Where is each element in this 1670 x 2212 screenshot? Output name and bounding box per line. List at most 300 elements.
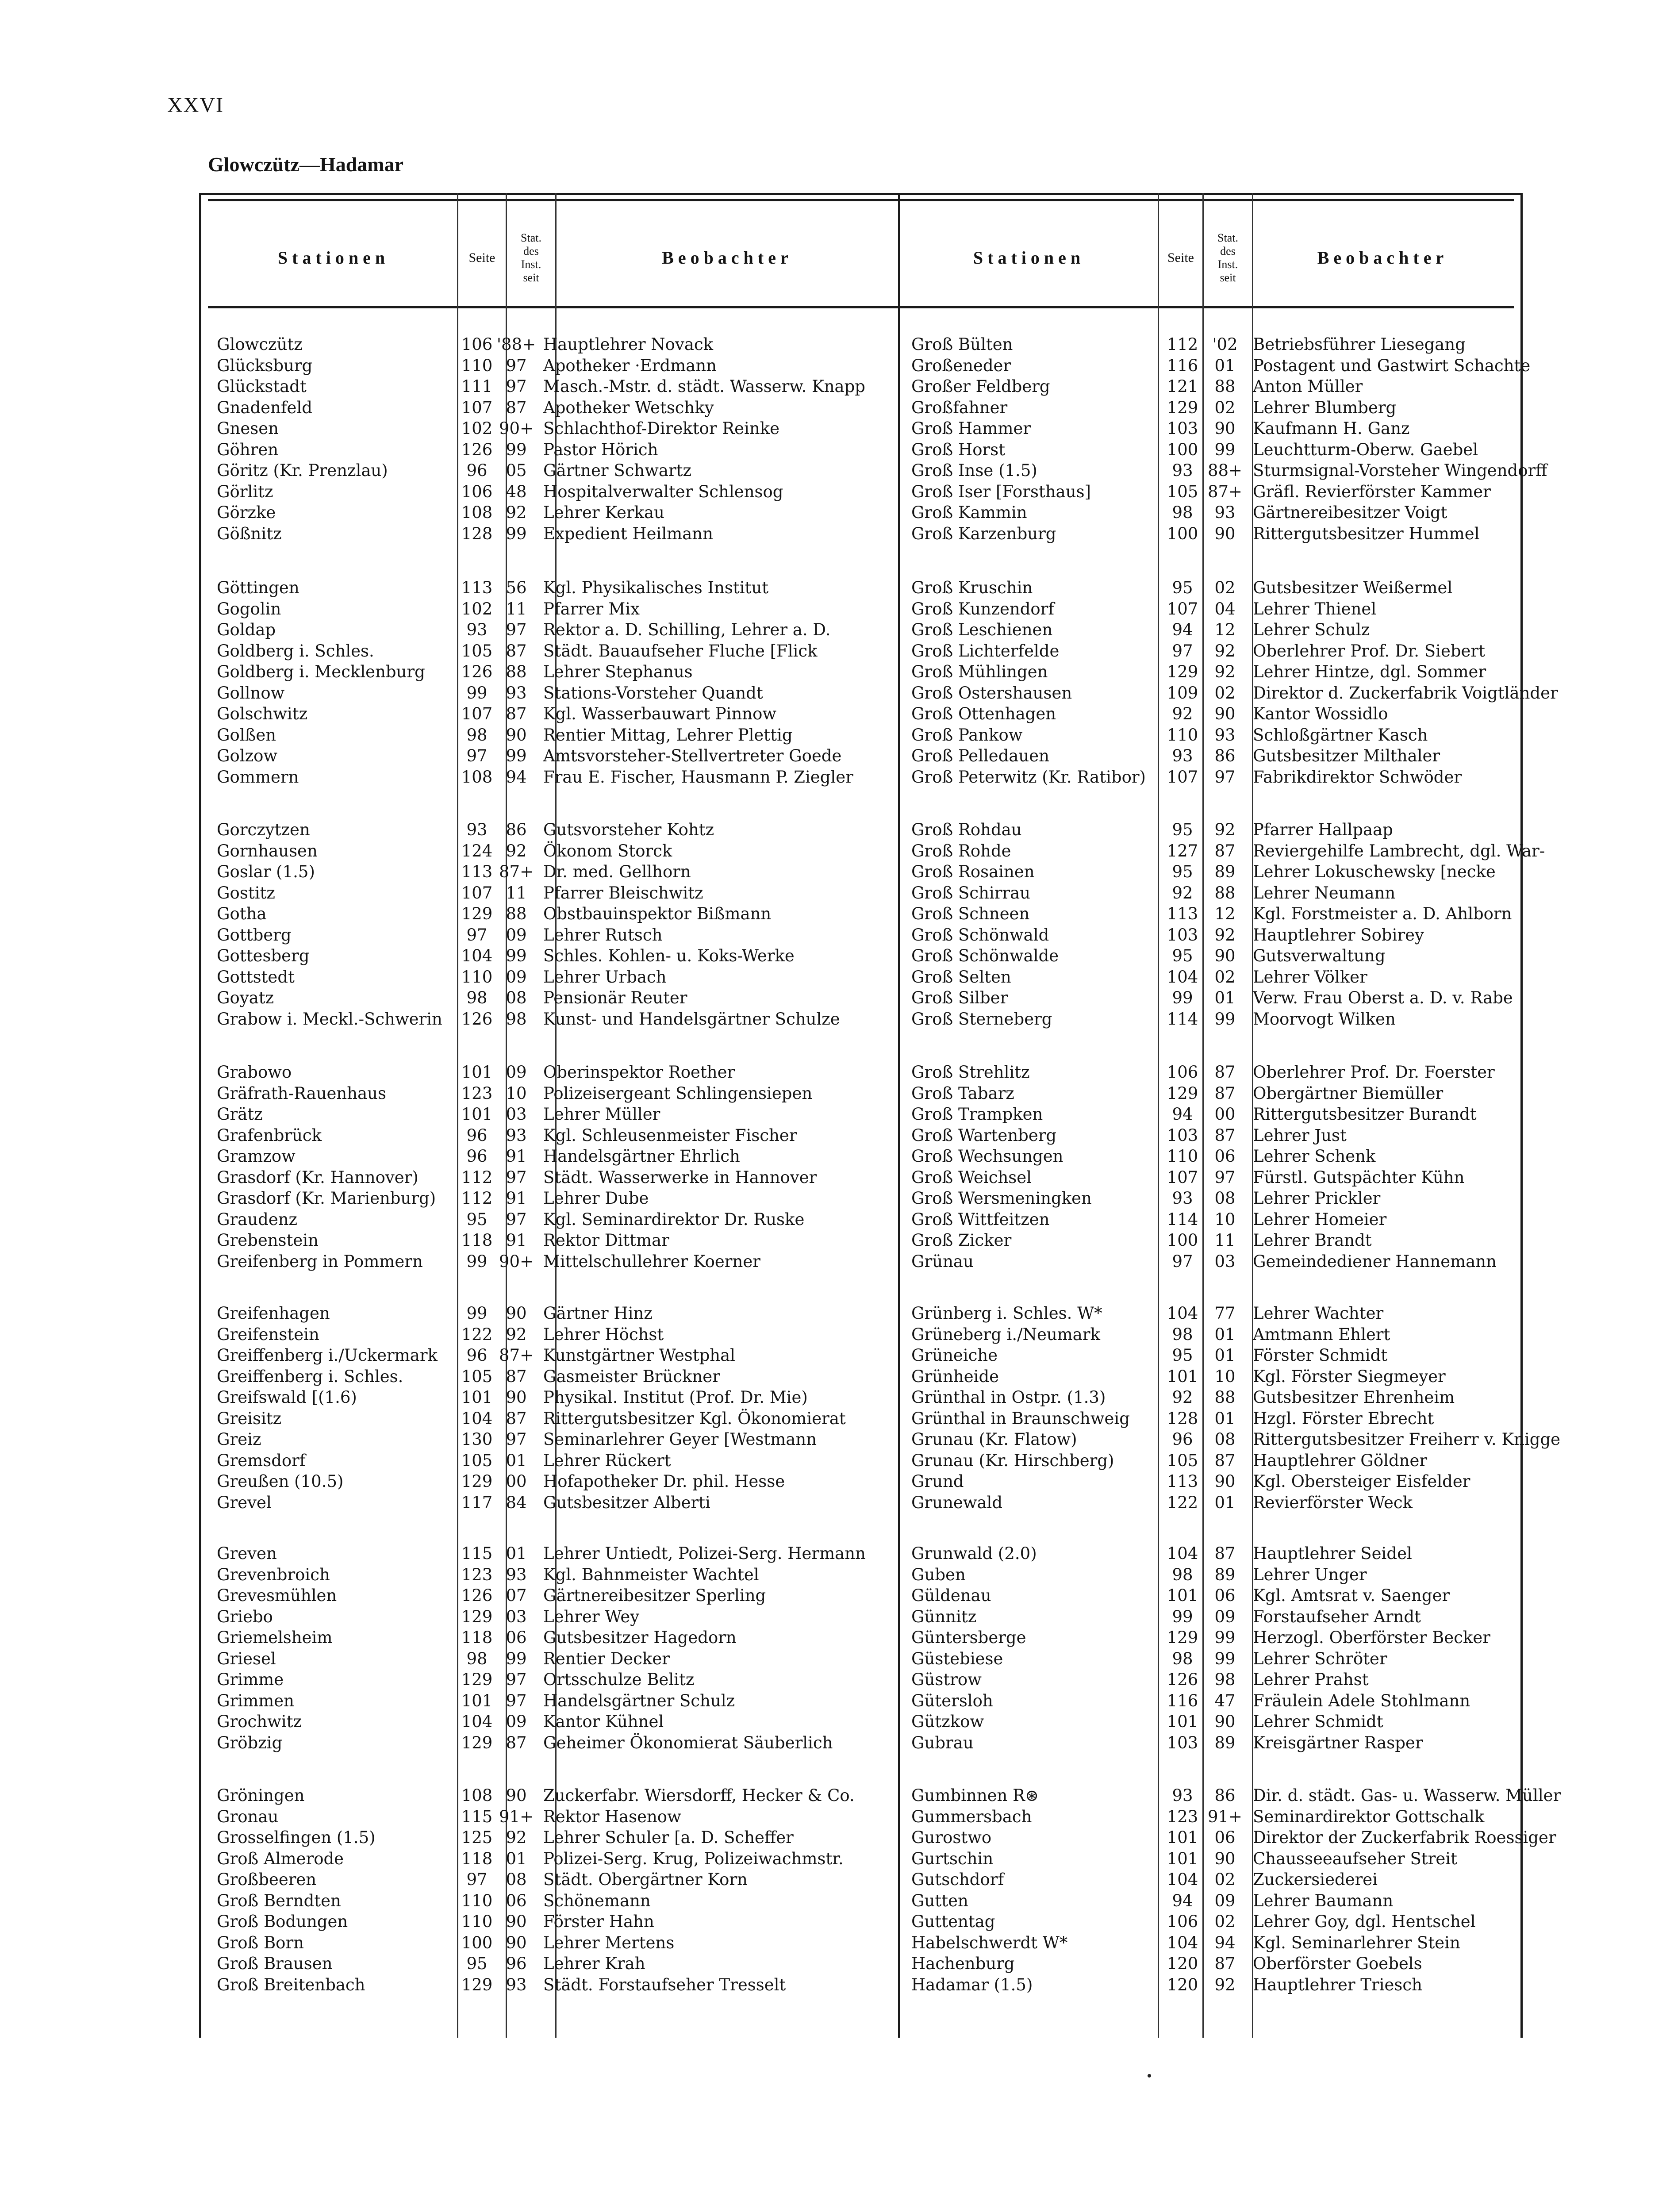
stat-right: 90 [1214, 419, 1236, 438]
table-row [212, 1492, 1513, 1513]
stat-left: 99 [506, 524, 527, 543]
stat-right: 09 [1214, 1891, 1236, 1910]
table-row [212, 1366, 1513, 1387]
stat-right: 92 [1214, 1975, 1236, 1994]
beobachter-left: Amtsvorsteher-Stellvertreter Goede [543, 746, 842, 765]
beobachter-right: Reviergehilfe Lambrecht, dgl. War- [1253, 841, 1545, 860]
seite-right: 107 [1167, 599, 1198, 618]
header-stat-left: Stat. des Inst. seit [521, 231, 541, 284]
stat-right: 01 [1214, 1325, 1236, 1344]
seite-right: 107 [1167, 767, 1198, 787]
beobachter-right: Lehrer Baumann [1253, 1891, 1394, 1910]
seite-left: 98 [466, 1649, 488, 1668]
seite-left: 123 [461, 1083, 493, 1103]
seite-right: 103 [1167, 925, 1198, 945]
station-left: Gottstedt [217, 967, 295, 987]
station-right: Grund [911, 1472, 964, 1491]
beobachter-right: Gutsbesitzer Weißermel [1253, 578, 1453, 597]
station-right: Groß Mühlingen [911, 662, 1048, 681]
table-row [212, 1890, 1513, 1912]
seite-right: 94 [1172, 1105, 1193, 1124]
seite-right: 101 [1167, 1712, 1198, 1731]
stat-left: 06 [506, 1891, 527, 1910]
stat-left: 99 [506, 1649, 527, 1668]
seite-left: 101 [461, 1063, 493, 1082]
station-left: Greisitz [217, 1409, 282, 1428]
table-row [212, 418, 1513, 439]
stat-left: 97 [506, 1430, 527, 1449]
station-left: Greven [217, 1544, 277, 1563]
seite-right: 104 [1167, 1870, 1198, 1889]
table-row [212, 1827, 1556, 1848]
station-right: Güstrow [911, 1670, 982, 1689]
station-right: Gubrau [911, 1733, 974, 1752]
station-right: Grunau (Kr. Flatow) [911, 1430, 1077, 1449]
station-right: Gumbinnen R⊛ [911, 1786, 1039, 1805]
seite-left: 123 [461, 1565, 493, 1584]
seite-right: 107 [1167, 1167, 1198, 1187]
beobachter-right: Herzogl. Oberförster Becker [1253, 1628, 1490, 1647]
table-row [212, 1345, 1513, 1366]
table-row [212, 1543, 1513, 1564]
stat-right: 88+ [1207, 461, 1243, 480]
stat-left: 90 [506, 1912, 527, 1931]
stat-left: 91 [506, 1189, 527, 1208]
station-right: Groß Kammin [911, 503, 1027, 522]
station-right: Habelschwerdt W* [911, 1933, 1068, 1952]
beobachter-left: Hospitalverwalter Schlensog [543, 482, 783, 501]
beobachter-right: Verw. Frau Oberst a. D. v. Rabe [1253, 988, 1513, 1007]
table-row [212, 1429, 1561, 1450]
station-left: Greiffenberg i. Schles. [217, 1367, 403, 1386]
stat-right: 89 [1214, 1733, 1236, 1752]
beobachter-right: Chausseeaufseher Streit [1253, 1849, 1457, 1868]
table-row [212, 1848, 1513, 1870]
seite-left: 95 [466, 1954, 488, 1973]
beobachter-right: Hauptlehrer Göldner [1253, 1451, 1428, 1470]
stat-right: 08 [1214, 1430, 1236, 1449]
stat-left: 87+ [499, 1346, 534, 1365]
seite-right: 92 [1172, 704, 1193, 723]
stat-right: 99 [1214, 1009, 1236, 1029]
seite-left: 108 [461, 503, 493, 522]
seite-right: 101 [1167, 1849, 1198, 1868]
beobachter-left: Lehrer Rückert [543, 1451, 671, 1470]
beobachter-right: Kgl. Amtsrat v. Saenger [1253, 1586, 1450, 1605]
station-left: Görzke [217, 503, 276, 522]
beobachter-left: Kgl. Seminardirektor Dr. Ruske [543, 1210, 805, 1229]
beobachter-right: Hauptlehrer Sobirey [1253, 925, 1424, 945]
table-row [212, 1953, 1513, 1974]
stat-right: 88 [1214, 377, 1236, 396]
row-group [212, 334, 1547, 544]
beobachter-right: Oberlehrer Prof. Dr. Siebert [1253, 641, 1485, 661]
table-row [212, 745, 1513, 767]
stat-right: 97 [1214, 1167, 1236, 1187]
seite-right: 100 [1167, 524, 1198, 543]
table-row [212, 1785, 1561, 1806]
table-row [212, 523, 1513, 545]
station-left: Gotha [217, 904, 267, 923]
stat-left: 92 [506, 841, 527, 860]
seite-left: 118 [461, 1231, 493, 1250]
beobachter-left: Gutsbesitzer Hagedorn [543, 1628, 737, 1647]
stat-right: 00 [1214, 1105, 1236, 1124]
stat-right: 03 [1214, 1252, 1236, 1271]
station-right: Groß Schirrau [911, 883, 1030, 902]
table-row [212, 703, 1513, 725]
station-right: Groß Schneen [911, 904, 1030, 923]
station-right: Hachenburg [911, 1954, 1015, 1973]
table-row [212, 1251, 1513, 1272]
seite-left: 105 [461, 641, 493, 661]
table-row [212, 1450, 1513, 1471]
beobachter-left: Ortsschulze Belitz [543, 1670, 695, 1689]
beobachter-left: Städt. Bauaufseher Fluche [Flick [543, 641, 818, 661]
station-left: Grasdorf (Kr. Hannover) [217, 1167, 418, 1187]
stat-left: 09 [506, 1063, 527, 1082]
seite-right: 104 [1167, 1933, 1198, 1952]
stat-right: 87 [1214, 1451, 1236, 1470]
beobachter-right: Lehrer Wachter [1253, 1304, 1384, 1323]
beobachter-right: Kgl. Seminarlehrer Stein [1253, 1933, 1460, 1952]
stat-right: 09 [1214, 1607, 1236, 1626]
beobachter-left: Schles. Kohlen- u. Koks-Werke [543, 946, 795, 965]
table-row [212, 1471, 1513, 1492]
station-left: Gornhausen [217, 841, 318, 860]
beobachter-right: Gutsbesitzer Milthaler [1253, 746, 1440, 765]
stat-right: 02 [1214, 683, 1236, 703]
station-left: Goyatz [217, 988, 274, 1007]
stat-right: 93 [1214, 725, 1236, 745]
stat-right: 90 [1214, 524, 1236, 543]
beobachter-left: Lehrer Höchst [543, 1325, 664, 1344]
station-right: Guben [911, 1565, 966, 1584]
table-row [212, 1146, 1513, 1167]
table-row [212, 1009, 1513, 1030]
seite-left: 97 [466, 746, 488, 765]
beobachter-right: Gräfl. Revierförster Kammer [1253, 482, 1491, 501]
station-right: Groß Iser [Forsthaus] [911, 482, 1091, 501]
beobachter-right: Lehrer Schulz [1253, 620, 1370, 639]
beobachter-left: Expedient Heilmann [543, 524, 713, 543]
seite-left: 129 [461, 1670, 493, 1689]
stat-right: 01 [1214, 988, 1236, 1007]
seite-left: 110 [461, 967, 493, 987]
beobachter-right: Lehrer Völker [1253, 967, 1367, 987]
table-row [212, 1585, 1513, 1606]
station-left: Gramzow [217, 1147, 296, 1166]
seite-left: 125 [461, 1828, 493, 1847]
stat-left: 10 [506, 1083, 527, 1103]
station-right: Grünthal in Braunschweig [911, 1409, 1130, 1428]
header-stat-right: Stat. des Inst. seit [1217, 231, 1238, 284]
stat-right: 90 [1214, 1472, 1236, 1491]
beobachter-left: Stations-Vorsteher Quandt [543, 683, 763, 703]
beobachter-left: Pfarrer Mix [543, 599, 640, 618]
seite-left: 110 [461, 1912, 493, 1931]
table-row [212, 1387, 1513, 1408]
table-row [212, 577, 1513, 599]
station-left: Golzow [217, 746, 278, 765]
beobachter-left: Geheimer Ökonomierat Säuberlich [543, 1733, 833, 1752]
beobachter-left: Städt. Obergärtner Korn [543, 1870, 748, 1889]
beobachter-left: Kgl. Physikalisches Institut [543, 578, 769, 597]
table-row [212, 1974, 1513, 1996]
table-row [212, 1932, 1513, 1954]
seite-right: 106 [1167, 1912, 1198, 1931]
seite-right: 96 [1172, 1430, 1193, 1449]
beobachter-left: Ökonom Storck [543, 841, 672, 860]
table-row [212, 861, 1513, 883]
station-left: Gottesberg [217, 946, 310, 965]
seite-right: 92 [1172, 1388, 1193, 1407]
station-right: Groß Schönwalde [911, 946, 1059, 965]
seite-right: 129 [1167, 398, 1198, 417]
seite-left: 101 [461, 1691, 493, 1710]
station-left: Gronau [217, 1807, 279, 1826]
station-right: Groß Inse (1.5) [911, 461, 1037, 480]
stat-right: 90 [1214, 704, 1236, 723]
stat-right: 10 [1214, 1367, 1236, 1386]
beobachter-left: Schönemann [543, 1891, 651, 1910]
table-row [212, 1711, 1513, 1732]
page-range-heading: Glowczütz—Hadamar [208, 153, 404, 176]
beobachter-right: Lehrer Neumann [1253, 883, 1396, 902]
row-group [212, 1303, 1561, 1513]
station-right: Groß Sterneberg [911, 1009, 1052, 1029]
beobachter-right: Oberlehrer Prof. Dr. Foerster [1253, 1063, 1495, 1082]
beobachter-right: Kgl. Obersteiger Eisfelder [1253, 1472, 1470, 1491]
stat-left: 90+ [499, 1252, 534, 1271]
station-left: Grochwitz [217, 1712, 302, 1731]
stat-right: 12 [1214, 904, 1236, 923]
beobachter-left: Rentier Decker [543, 1649, 670, 1668]
table-row [212, 967, 1513, 988]
row-group [212, 577, 1558, 787]
station-left: Grafenbrück [217, 1125, 322, 1145]
station-right: Groß Hammer [911, 419, 1031, 438]
beobachter-right: Direktor d. Zuckerfabrik Voigtländer [1253, 683, 1558, 703]
stat-right: 02 [1214, 967, 1236, 987]
seite-left: 104 [461, 1712, 493, 1731]
stat-left: 92 [506, 1325, 527, 1344]
beobachter-right: Revierförster Weck [1253, 1493, 1413, 1512]
seite-right: 114 [1167, 1009, 1198, 1029]
stat-right: 12 [1214, 620, 1236, 639]
beobachter-right: Leuchtturm-Oberw. Gaebel [1253, 440, 1478, 459]
stat-left: 94 [506, 767, 527, 787]
station-left: Greifenberg in Pommern [217, 1252, 423, 1271]
beobachter-left: Rektor a. D. Schilling, Lehrer a. D. [543, 620, 831, 639]
station-left: Glowczütz [217, 335, 303, 354]
beobachter-left: Lehrer Dube [543, 1189, 649, 1208]
stat-right: 87 [1214, 1063, 1236, 1082]
seite-left: 118 [461, 1628, 493, 1647]
stat-left: 87+ [499, 862, 534, 881]
stat-right: 08 [1214, 1189, 1236, 1208]
beobachter-right: Pfarrer Hallpaap [1253, 820, 1393, 839]
seite-left: 118 [461, 1849, 493, 1868]
beobachter-left: Lehrer Untiedt, Polizei-Serg. Hermann [543, 1544, 866, 1563]
beobachter-left: Förster Hahn [543, 1912, 654, 1931]
stat-left: 07 [506, 1586, 527, 1605]
beobachter-left: Lehrer Stephanus [543, 662, 693, 681]
stat-right: 86 [1214, 746, 1236, 765]
stat-left: 06 [506, 1628, 527, 1647]
stat-right: 91+ [1207, 1807, 1243, 1826]
beobachter-left: Kunstgärtner Westphal [543, 1346, 735, 1365]
beobachter-right: Lehrer Homeier [1253, 1210, 1387, 1229]
station-right: Gutten [911, 1891, 968, 1910]
station-left: Grosselfingen (1.5) [217, 1828, 376, 1847]
table-row [212, 841, 1545, 862]
beobachter-right: Forstaufseher Arndt [1253, 1607, 1421, 1626]
seite-left: 95 [466, 1210, 488, 1229]
table-row [212, 925, 1513, 946]
station-right: Groß Pankow [911, 725, 1023, 745]
beobachter-right: Lehrer Thienel [1253, 599, 1377, 618]
stat-right: 99 [1214, 1649, 1236, 1668]
stat-left: 92 [506, 503, 527, 522]
station-right: Groß Ottenhagen [911, 704, 1056, 723]
beobachter-right: Förster Schmidt [1253, 1346, 1388, 1365]
seite-right: 110 [1167, 1147, 1198, 1166]
seite-right: 109 [1167, 683, 1198, 703]
stat-left: 86 [506, 820, 527, 839]
stat-left: 91 [506, 1147, 527, 1166]
beobachter-left: Rittergutsbesitzer Kgl. Ökonomierat [543, 1409, 846, 1428]
station-right: Groß Zicker [911, 1231, 1012, 1250]
beobachter-right: Lehrer Schröter [1253, 1649, 1387, 1668]
stat-left: 91 [506, 1231, 527, 1250]
station-right: Hadamar (1.5) [911, 1975, 1033, 1994]
beobachter-right: Gutsbesitzer Ehrenheim [1253, 1388, 1455, 1407]
station-right: Gurostwo [911, 1828, 992, 1847]
stat-left: 90 [506, 1786, 527, 1805]
beobachter-right: Rittergutsbesitzer Burandt [1253, 1105, 1477, 1124]
beobachter-left: Handelsgärtner Schulz [543, 1691, 735, 1710]
station-right: Grüneiche [911, 1346, 998, 1365]
stat-right: 90 [1214, 946, 1236, 965]
print-speck [1148, 2074, 1151, 2078]
stat-left: 03 [506, 1607, 527, 1626]
beobachter-right: Anton Müller [1253, 377, 1363, 396]
station-right: Güntersberge [911, 1628, 1026, 1647]
seite-left: 129 [461, 904, 493, 923]
beobachter-left: Städt. Wasserwerke in Hannover [543, 1167, 817, 1187]
stat-right: 47 [1214, 1691, 1236, 1710]
station-left: Golßen [217, 725, 276, 745]
stat-left: 99 [506, 946, 527, 965]
beobachter-right: Amtmann Ehlert [1253, 1325, 1390, 1344]
beobachter-left: Lehrer Müller [543, 1105, 660, 1124]
seite-left: 124 [461, 841, 493, 860]
station-left: Grimme [217, 1670, 284, 1689]
seite-right: 129 [1167, 662, 1198, 681]
beobachter-left: Lehrer Wey [543, 1607, 640, 1626]
beobachter-right: Postagent und Gastwirt Schachte [1253, 356, 1531, 375]
stat-left: 00 [506, 1472, 527, 1491]
header-top-rule [208, 199, 1514, 201]
station-left: Gostitz [217, 883, 275, 902]
station-right: Groß Peterwitz (Kr. Ratibor) [911, 767, 1146, 787]
table-row [212, 1062, 1513, 1083]
seite-right: 128 [1167, 1409, 1198, 1428]
table-row [212, 767, 1513, 788]
station-right: Grüneberg i./Neumark [911, 1325, 1100, 1344]
seite-right: 129 [1167, 1083, 1198, 1103]
beobachter-right: Oberförster Goebels [1253, 1954, 1422, 1973]
table-row [212, 1083, 1513, 1104]
station-right: Groß Ostershausen [911, 683, 1072, 703]
station-right: Grünheide [911, 1367, 999, 1386]
stat-left: 97 [506, 377, 527, 396]
beobachter-left: Oberinspektor Roether [543, 1063, 735, 1082]
station-left: Graudenz [217, 1210, 298, 1229]
stat-right: 01 [1214, 1346, 1236, 1365]
seite-right: 95 [1172, 578, 1193, 597]
stat-right: 87 [1214, 1954, 1236, 1973]
beobachter-right: Lehrer Unger [1253, 1565, 1367, 1584]
table-row [212, 1627, 1513, 1648]
seite-left: 129 [461, 1975, 493, 1994]
station-right: Grunwald (2.0) [911, 1544, 1037, 1563]
beobachter-right: Lehrer Blumberg [1253, 398, 1397, 417]
stat-right: 89 [1214, 1565, 1236, 1584]
seite-right: 93 [1172, 1786, 1193, 1805]
beobachter-right: Kgl. Forstmeister a. D. Ahlborn [1253, 904, 1512, 923]
beobachter-left: Kantor Kühnel [543, 1712, 664, 1731]
beobachter-left: Rektor Hasenow [543, 1807, 681, 1826]
seite-right: 94 [1172, 620, 1193, 639]
beobachter-right: Lehrer Schmidt [1253, 1712, 1383, 1731]
station-left: Groß Berndten [217, 1891, 341, 1910]
beobachter-right: Zuckersiederei [1253, 1870, 1378, 1889]
seite-left: 107 [461, 883, 493, 902]
header-stationen-left: Stationen [277, 248, 390, 268]
seite-right: 99 [1172, 1607, 1193, 1626]
station-right: Gutschdorf [911, 1870, 1004, 1889]
beobachter-left: Physikal. Institut (Prof. Dr. Mie) [543, 1388, 808, 1407]
beobachter-right: Gemeindediener Hannemann [1253, 1252, 1497, 1271]
station-right: Groß Kunzendorf [911, 599, 1055, 618]
beobachter-left: Lehrer Mertens [543, 1933, 675, 1952]
station-left: Grevenbroich [217, 1565, 330, 1584]
stat-left: 97 [506, 1691, 527, 1710]
beobachter-right: Betriebsführer Liesegang [1253, 335, 1466, 354]
seite-left: 101 [461, 1388, 493, 1407]
beobachter-right: Gärtnereibesitzer Voigt [1253, 503, 1447, 522]
seite-left: 126 [461, 440, 493, 459]
seite-right: 100 [1167, 440, 1198, 459]
stat-left: 08 [506, 988, 527, 1007]
seite-left: 129 [461, 1733, 493, 1752]
stat-right: 06 [1214, 1147, 1236, 1166]
table-row [212, 819, 1513, 841]
table-row [212, 1806, 1513, 1828]
beobachter-left: Hauptlehrer Novack [543, 335, 714, 354]
beobachter-right: Direktor der Zuckerfabrik Roessiger [1253, 1828, 1556, 1847]
seite-left: 97 [466, 925, 488, 945]
stat-left: 93 [506, 1565, 527, 1584]
row-group [212, 1062, 1513, 1272]
stat-left: 99 [506, 746, 527, 765]
station-left: Grasdorf (Kr. Marienburg) [217, 1189, 436, 1208]
seite-right: 93 [1172, 746, 1193, 765]
seite-right: 100 [1167, 1231, 1198, 1250]
stat-right: 02 [1214, 1912, 1236, 1931]
